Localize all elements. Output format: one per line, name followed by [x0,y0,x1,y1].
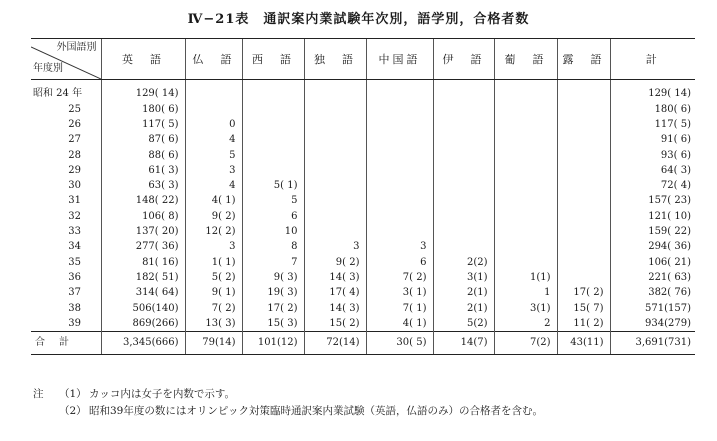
year-cell [31,255,101,270]
cell-spanish [242,163,304,178]
table-row [31,316,695,332]
table-row [31,148,695,163]
cell-german [304,163,366,178]
cell-french: 4( 1) [185,194,242,209]
year-cell [31,209,101,224]
table-row [31,178,695,193]
footnote-marker: （2） [59,405,87,417]
table-row [31,194,695,209]
year-label: 34 [68,241,81,253]
column-header-english: 英 語 [101,39,185,80]
cell-spanish [242,80,304,103]
table-title: Ⅳ−21表 通訳案内業試験年次別，語学別，合格者数 [187,12,530,27]
cell-portuguese [494,133,557,148]
cell-german [304,148,366,163]
cell-french: 4 [185,133,242,148]
footnote-text: カッコ内は女子を内数で示す。 [89,388,236,400]
cell-german: 17( 4) [304,286,366,301]
cell-portuguese [494,102,557,117]
cell-german [304,102,366,117]
table-row [31,163,695,178]
cell-chinese: 7( 1) [366,301,433,316]
cell-total: 106( 21) [610,255,695,270]
cell-russian: 11( 2) [557,316,610,332]
year-cell [31,286,101,301]
cell-french: 5( 2) [185,270,242,285]
year-label: 38 [68,302,81,314]
cell-german: 15( 2) [304,316,366,332]
cell-english: 87( 6) [101,133,185,148]
year-label: 32 [68,210,81,222]
table-row [31,240,695,255]
cell-portuguese: 2 [494,316,557,332]
cell-russian [557,133,610,148]
total-cell-italian: 14(7) [433,332,494,355]
cell-spanish [242,117,304,132]
cell-italian [433,133,494,148]
column-header-german: 独 語 [304,39,366,80]
column-header-total: 計 [610,39,695,80]
cell-spanish: 10 [242,224,304,239]
cell-italian [433,209,494,224]
cell-portuguese [494,148,557,163]
cell-chinese [366,117,433,132]
table-row [31,224,695,239]
cell-english: 81( 16) [101,255,185,270]
cell-english: 869(266) [101,316,185,332]
column-header-portuguese: 葡 語 [494,39,557,80]
cell-total: 117( 5) [610,117,695,132]
footnote-2 [33,403,543,420]
cell-french: 13( 3) [185,316,242,332]
cell-total: 121( 10) [610,209,695,224]
cell-portuguese [494,178,557,193]
cell-chinese [366,148,433,163]
cell-chinese: 4( 1) [366,316,433,332]
cell-russian [557,194,610,209]
cell-chinese: 7( 2) [366,270,433,285]
cell-french: 0 [185,117,242,132]
year-label: 39 [68,317,81,329]
cell-spanish: 15( 3) [242,316,304,332]
year-cell [31,270,101,285]
cell-spanish: 17( 2) [242,301,304,316]
total-cell-english: 3,345(666) [101,332,185,355]
cell-spanish: 19( 3) [242,286,304,301]
year-cell [31,240,101,255]
cell-german: 14( 3) [304,301,366,316]
year-cell [31,133,101,148]
cell-italian [433,224,494,239]
header-row [31,39,695,80]
year-label: 37 [68,287,81,299]
cell-english: 314( 64) [101,286,185,301]
cell-spanish [242,148,304,163]
cell-russian [557,80,610,103]
cell-total: 180( 6) [610,102,695,117]
cell-chinese: 3( 1) [366,286,433,301]
cell-spanish: 6 [242,209,304,224]
cell-spanish: 8 [242,240,304,255]
cell-total: 382( 76) [610,286,695,301]
cell-russian: 17( 2) [557,286,610,301]
cell-portuguese [494,80,557,103]
cell-english: 129( 14) [101,80,185,103]
year-label: 昭和 24 年 [33,87,83,99]
cell-english: 148( 22) [101,194,185,209]
cell-french: 3 [185,240,242,255]
cell-portuguese: 1 [494,286,557,301]
cell-german [304,224,366,239]
cell-russian [557,148,610,163]
cell-portuguese [494,240,557,255]
cell-total: 93( 6) [610,148,695,163]
year-cell [31,224,101,239]
cell-french: 9( 2) [185,209,242,224]
corner-header-cell [31,39,101,80]
cell-chinese [366,224,433,239]
cell-italian [433,102,494,117]
cell-total: 72( 4) [610,178,695,193]
cell-total: 221( 63) [610,270,695,285]
table-row [31,102,695,117]
cell-italian [433,194,494,209]
cell-total: 294( 36) [610,240,695,255]
cell-russian [557,178,610,193]
total-cell-russian: 43(11) [557,332,610,355]
footnote-marker: （1） [59,388,87,400]
year-label: 27 [68,134,81,146]
cell-french: 4 [185,178,242,193]
column-header-spanish: 西 語 [242,39,304,80]
cell-russian [557,163,610,178]
cell-italian [433,148,494,163]
cell-russian [557,240,610,255]
cell-spanish [242,102,304,117]
cell-italian: 2(1) [433,286,494,301]
year-label: 33 [68,226,81,238]
year-label: 35 [68,256,81,268]
cell-total: 129( 14) [610,80,695,103]
cell-total: 934(279) [610,316,695,332]
cell-german [304,117,366,132]
cell-chinese [366,80,433,103]
cell-french [185,102,242,117]
cell-german [304,209,366,224]
year-label: 26 [68,118,81,130]
year-cell [31,178,101,193]
year-label: 25 [68,103,81,115]
cell-portuguese [494,255,557,270]
cell-chinese: 3 [366,240,433,255]
cell-total: 157( 23) [610,194,695,209]
cell-portuguese [494,224,557,239]
cell-french: 9( 1) [185,286,242,301]
table-row [31,286,695,301]
cell-chinese [366,102,433,117]
cell-french: 12( 2) [185,224,242,239]
cell-english: 137( 20) [101,224,185,239]
corner-label-language: 外国語別 [56,42,97,53]
table-row [31,117,695,132]
column-header-chinese: 中国語 [366,39,433,80]
table-row [31,255,695,270]
cell-spanish: 7 [242,255,304,270]
year-label: 36 [68,271,81,283]
cell-russian [557,224,610,239]
cell-total: 64( 3) [610,163,695,178]
cell-english: 61( 3) [101,163,185,178]
total-row [31,332,695,355]
cell-italian [433,163,494,178]
cell-portuguese [494,194,557,209]
cell-chinese [366,133,433,148]
table-row [31,133,695,148]
cell-spanish: 5( 1) [242,178,304,193]
table-row [31,80,695,103]
year-cell [31,194,101,209]
cell-german: 3 [304,240,366,255]
column-header-french: 仏 語 [185,39,242,80]
statistics-table [31,38,695,355]
cell-italian: 5(2) [433,316,494,332]
cell-chinese [366,209,433,224]
year-label: 28 [68,149,81,161]
footnote-label: 注 [33,388,44,400]
cell-french: 3 [185,163,242,178]
cell-italian: 2(2) [433,255,494,270]
year-cell [31,301,101,316]
footnotes [33,386,543,420]
cell-portuguese [494,163,557,178]
column-header-russian: 露 語 [557,39,610,80]
cell-russian [557,102,610,117]
cell-russian [557,209,610,224]
cell-english: 180( 6) [101,102,185,117]
year-label: 29 [68,164,81,176]
cell-chinese [366,194,433,209]
cell-german: 14( 3) [304,270,366,285]
cell-total: 571(157) [610,301,695,316]
year-cell [31,117,101,132]
table-row [31,209,695,224]
cell-portuguese [494,209,557,224]
cell-spanish: 5 [242,194,304,209]
cell-italian [433,80,494,103]
cell-portuguese: 1(1) [494,270,557,285]
cell-russian [557,117,610,132]
cell-portuguese: 3(1) [494,301,557,316]
total-cell-spanish: 101(12) [242,332,304,355]
cell-english: 277( 36) [101,240,185,255]
column-header-italian: 伊 語 [433,39,494,80]
cell-italian [433,117,494,132]
cell-english: 182( 51) [101,270,185,285]
table-body [31,80,695,355]
cell-german [304,80,366,103]
total-label: 合計 [31,332,101,355]
table-row [31,301,695,316]
cell-chinese: 6 [366,255,433,270]
cell-total: 159( 22) [610,224,695,239]
year-cell [31,163,101,178]
cell-spanish: 9( 3) [242,270,304,285]
cell-italian [433,178,494,193]
cell-chinese [366,178,433,193]
cell-chinese [366,163,433,178]
cell-portuguese [494,117,557,132]
cell-english: 117( 5) [101,117,185,132]
cell-german [304,178,366,193]
cell-total: 91( 6) [610,133,695,148]
cell-russian: 15( 7) [557,301,610,316]
cell-french [185,80,242,103]
footnote-text: 昭和39年度の数にはオリンピック対策臨時通訳案内業試験（英語，仏語のみ）の合格者を含む。 [89,405,543,417]
corner-label-year: 年度別 [33,63,63,74]
year-cell [31,102,101,117]
total-cell-total: 3,691(731) [610,332,695,355]
year-cell [31,80,101,103]
cell-italian: 2(1) [433,301,494,316]
cell-french: 5 [185,148,242,163]
cell-english: 88( 6) [101,148,185,163]
cell-italian [433,240,494,255]
total-cell-german: 72(14) [304,332,366,355]
footnote-1 [33,386,543,403]
year-cell [31,316,101,332]
cell-french: 1( 1) [185,255,242,270]
year-label: 31 [68,195,81,207]
cell-russian [557,255,610,270]
cell-russian [557,270,610,285]
cell-french: 7( 2) [185,301,242,316]
cell-german [304,194,366,209]
cell-german [304,133,366,148]
table-row [31,270,695,285]
total-cell-portuguese: 7(2) [494,332,557,355]
cell-spanish [242,133,304,148]
cell-italian: 3(1) [433,270,494,285]
cell-english: 63( 3) [101,178,185,193]
cell-english: 106( 8) [101,209,185,224]
year-cell [31,148,101,163]
total-cell-french: 79(14) [185,332,242,355]
year-label: 30 [68,180,81,192]
cell-german: 9( 2) [304,255,366,270]
total-cell-chinese: 30( 5) [366,332,433,355]
cell-english: 506(140) [101,301,185,316]
